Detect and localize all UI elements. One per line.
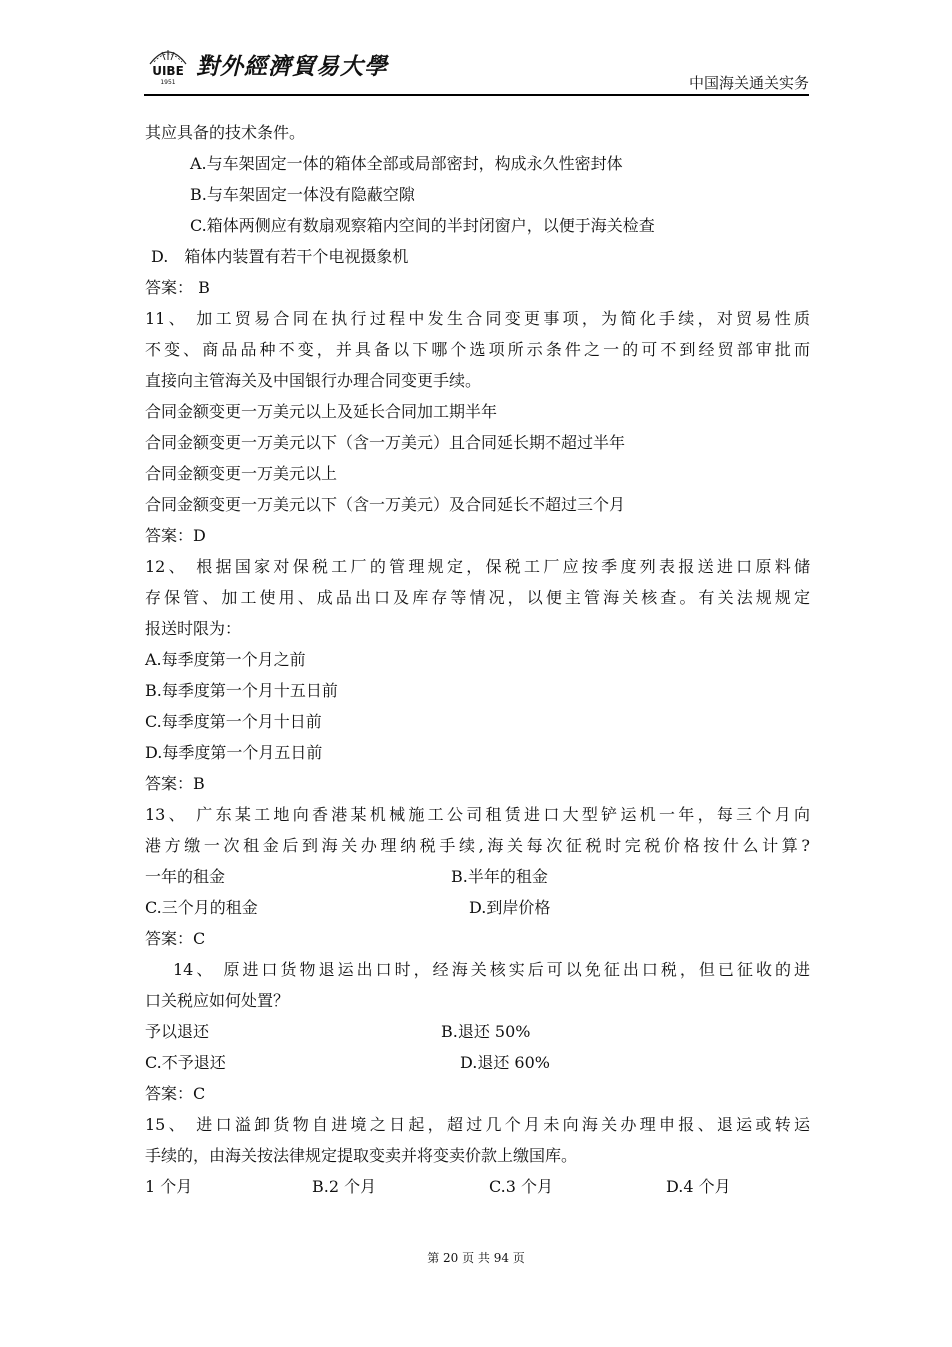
option-c: C.不予退还 <box>145 1053 226 1072</box>
option-a: A.与车架固定一体的箱体全部或局部密封，构成永久性密封体 <box>190 154 623 173</box>
answer: 答案：D <box>145 526 206 545</box>
answer: 答案：C <box>145 929 206 948</box>
text-line: 其应具备的技术条件。 <box>145 123 306 142</box>
page-header <box>144 38 809 96</box>
option-a: A.每季度第一个月之前 <box>145 650 306 669</box>
option-c: C.3 个月 <box>489 1177 554 1196</box>
question-13: 13、 广东某工地向香港某机械施工公司租赁进口大型铲运机一年，每三个月向 <box>145 805 810 824</box>
answer: 答案：C <box>145 1084 206 1103</box>
page-number: 第 20 页 共 94 页 <box>427 1251 525 1265</box>
option-row <box>145 861 810 892</box>
question-11-cont: 直接向主管海关及中国银行办理合同变更手续。 <box>145 371 482 390</box>
option-row <box>145 1047 810 1078</box>
option-d: D.退还 60% <box>460 1053 550 1072</box>
option-b: B.半年的租金 <box>451 867 548 886</box>
question-11: 11、 加工贸易合同在执行过程中发生合同变更事项，为简化手续，对贸易性质 <box>145 309 810 328</box>
question-11-cont: 不变、商品品种不变，并具备以下哪个选项所示条件之一的可不到经贸部审批而 <box>145 340 810 359</box>
university-name: 對外經濟貿易大學 <box>196 53 388 80</box>
course-title: 中国海关通关实务 <box>688 74 809 92</box>
option-a: 合同金额变更一万美元以上及延长合同加工期半年 <box>145 402 498 421</box>
option-d: D.4 个月 <box>666 1177 731 1196</box>
question-14: 14、 原进口货物退运出口时，经海关核实后可以免征出口税，但已征收的进 <box>173 960 810 979</box>
logo-text: UIBE <box>152 64 184 78</box>
option-d: 合同金额变更一万美元以下（含一万美元）及合同延长不超过三个月 <box>145 495 626 514</box>
option-b: 合同金额变更一万美元以下（含一万美元）且合同延长期不超过半年 <box>145 433 626 452</box>
header-rule <box>144 94 809 96</box>
option-a: 1 个月 <box>145 1177 193 1196</box>
option-a: 予以退还 <box>145 1022 210 1041</box>
question-13-cont: 港方缴一次租金后到海关办理纳税手续,海关每次征税时完税价格按什么计算? <box>145 836 810 855</box>
option-c: C.每季度第一个月十日前 <box>145 712 322 731</box>
option-row <box>145 892 810 923</box>
option-b: B.与车架固定一体没有隐蔽空隙 <box>190 185 415 204</box>
logo-year: 1951 <box>160 79 176 86</box>
option-d: D.到岸价格 <box>469 898 551 917</box>
option-b: B.2 个月 <box>312 1177 377 1196</box>
document-body <box>145 117 810 1202</box>
university-logo-icon <box>144 38 192 86</box>
option-a: 一年的租金 <box>145 867 226 886</box>
option-c: C.三个月的租金 <box>145 898 258 917</box>
question-14-cont: 口关税应如何处置？ <box>145 991 290 1010</box>
option-d: D.每季度第一个月五日前 <box>145 743 323 762</box>
question-12: 12、 根据国家对保税工厂的管理规定，保税工厂应按季度列表报送进口原料储 <box>145 557 810 576</box>
option-row <box>145 1171 810 1202</box>
question-12-cont: 存保管、加工使用、成品出口及库存等情况，以便主管海关核查。有关法规规定 <box>145 588 810 607</box>
question-15-cont: 手续的，由海关按法律规定提取变卖并将变卖价款上缴国库。 <box>145 1146 578 1165</box>
option-b: B.每季度第一个月十五日前 <box>145 681 338 700</box>
option-b: B.退还 50% <box>441 1022 531 1041</box>
answer: 答案：B <box>145 774 205 793</box>
option-row <box>145 1016 810 1047</box>
question-15: 15、 进口溢卸货物自进境之日起，超过几个月未向海关办理申报、退运或转运 <box>145 1115 810 1134</box>
option-c: C.箱体两侧应有数扇观察箱内空间的半封闭窗户，以便于海关检查 <box>190 216 655 235</box>
question-12-cont: 报送时限为： <box>145 619 242 638</box>
option-d: D. 箱体内装置有若干个电视摄象机 <box>151 247 409 266</box>
option-c: 合同金额变更一万美元以上 <box>145 464 338 483</box>
answer: 答案： B <box>145 278 210 297</box>
